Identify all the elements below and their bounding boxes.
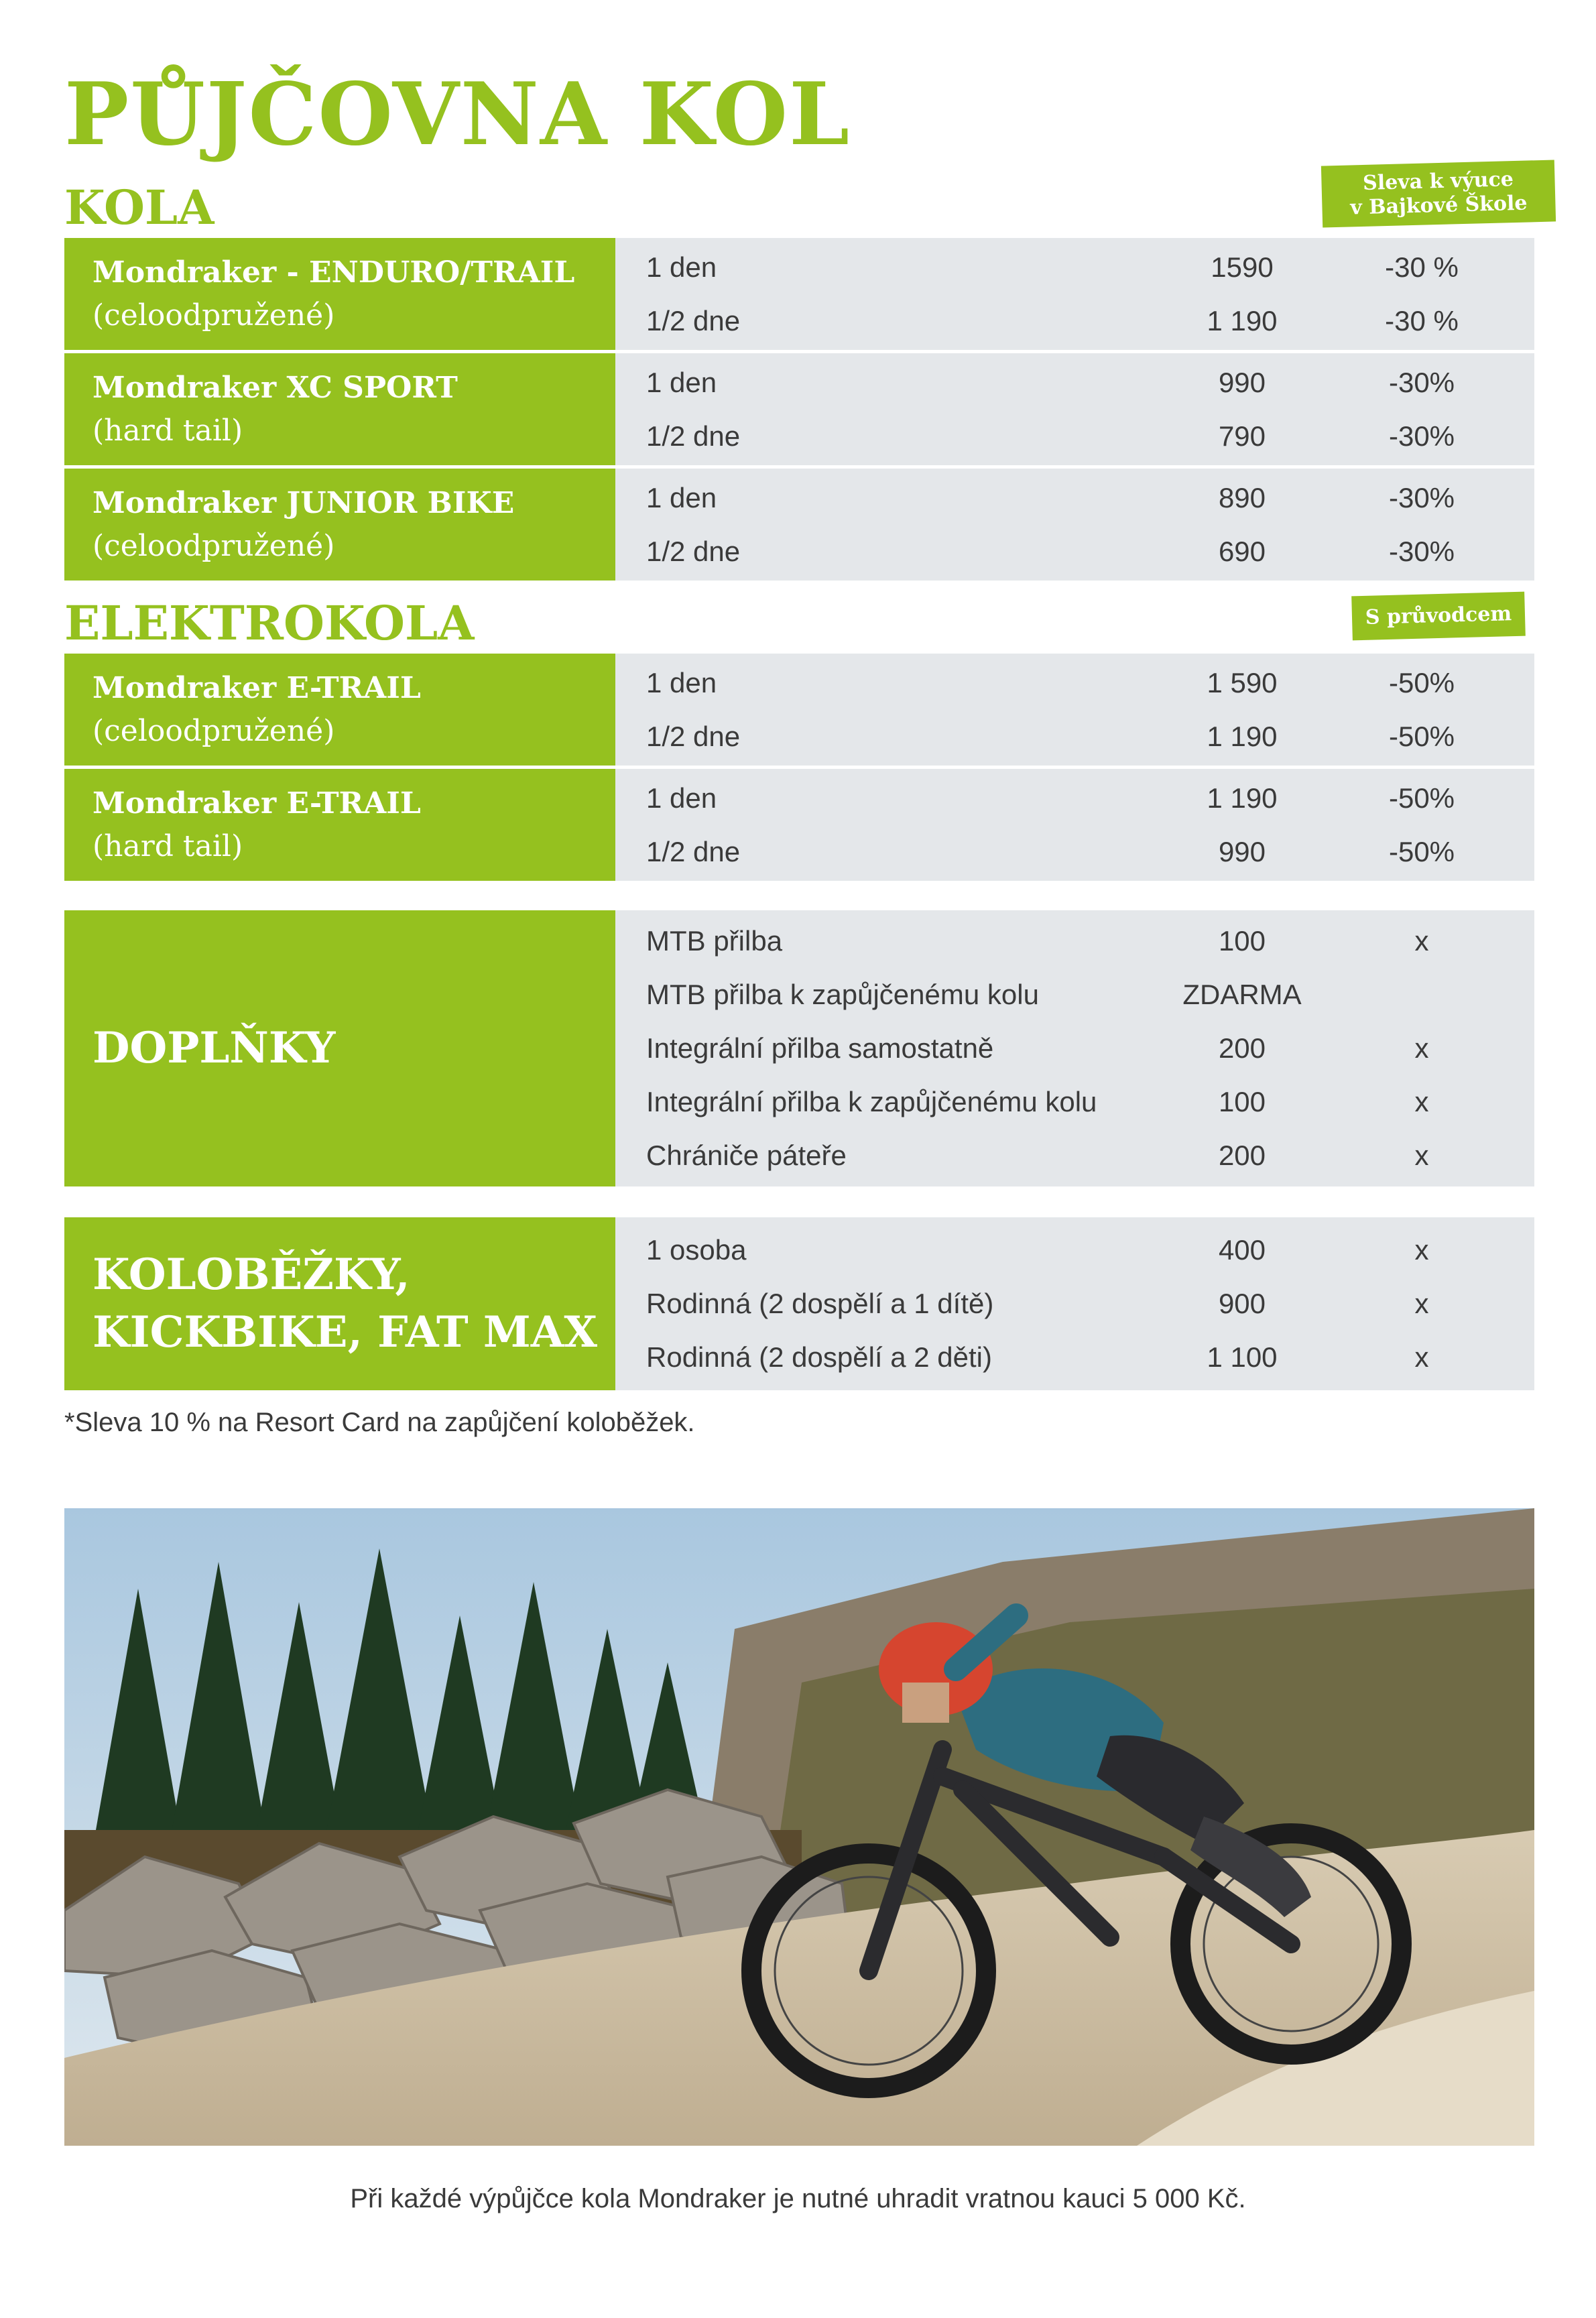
bike-type: (celoodpružené)	[93, 298, 335, 332]
price-row	[615, 294, 1534, 348]
tag-text: S průvodcem	[1365, 602, 1512, 629]
duration: 1 den	[646, 481, 717, 513]
price-row	[615, 1022, 1534, 1075]
bike-name-cell	[64, 769, 615, 881]
item: Rodinná (2 dospělí a 1 dítě)	[646, 1288, 994, 1319]
duration: 1 den	[646, 782, 717, 814]
price-block-xc-sport	[64, 353, 1534, 465]
discount: -50%	[1388, 720, 1455, 752]
bike-name: Mondraker E-TRAIL	[93, 786, 421, 820]
mountain-bike-photo	[64, 1508, 1534, 2146]
bike-name-cell	[64, 238, 615, 350]
price-block-junior	[64, 469, 1534, 581]
bike-type: (celoodpružené)	[93, 713, 335, 748]
duration: 1/2 dne	[646, 304, 741, 337]
discount-tag-guide	[1351, 592, 1526, 641]
discount: -30 %	[1385, 304, 1459, 337]
price: 1590	[1211, 251, 1274, 283]
item: Chrániče páteře	[646, 1140, 847, 1171]
price-row	[615, 525, 1534, 578]
duration: 1 den	[646, 366, 717, 398]
price-row	[615, 968, 1534, 1022]
price-block-scooters	[64, 1217, 1534, 1390]
discount: x	[1414, 1032, 1429, 1064]
discount: x	[1414, 1288, 1429, 1319]
duration: 1/2 dne	[646, 835, 741, 867]
section-heading-kola: KOLA	[64, 180, 214, 235]
discount: -30%	[1388, 420, 1455, 452]
bike-name-cell	[64, 469, 615, 581]
item: MTB přilba	[646, 925, 783, 957]
price-cell	[615, 910, 1534, 1186]
item: 1 osoba	[646, 1234, 747, 1266]
category-title-line-2: KICKBIKE, FAT MAX	[93, 1307, 598, 1357]
item: Integrální přilba samostatně	[646, 1032, 994, 1064]
price: 1 590	[1207, 666, 1278, 698]
price-cell	[615, 353, 1534, 465]
price-block-etrail-full	[64, 654, 1534, 766]
bike-name: Mondraker XC SPORT	[93, 370, 458, 405]
bike-name-cell	[64, 654, 615, 766]
discount: x	[1414, 925, 1429, 957]
bike-name-cell	[64, 353, 615, 465]
category-title: DOPLŇKY	[93, 1022, 336, 1073]
price: ZDARMA	[1182, 979, 1302, 1010]
category-cell	[64, 1217, 615, 1390]
price: 990	[1218, 366, 1266, 398]
tag-line-2: v Bajkové Škole	[1349, 191, 1528, 220]
duration: 1 den	[646, 251, 717, 283]
price: 100	[1218, 925, 1266, 957]
bike-type: (hard tail)	[93, 413, 243, 448]
price-row	[615, 825, 1534, 879]
price-row	[615, 1129, 1534, 1182]
price-row	[615, 710, 1534, 764]
duration: 1/2 dne	[646, 420, 741, 452]
duration: 1/2 dne	[646, 535, 741, 567]
price-block-etrail-hardtail	[64, 769, 1534, 881]
bike-name: Mondraker E-TRAIL	[93, 670, 421, 705]
bike-name: Mondraker - ENDURO/TRAIL	[93, 255, 575, 290]
discount: -30%	[1388, 535, 1455, 567]
price: 1 100	[1207, 1341, 1278, 1373]
item: Rodinná (2 dospělí a 2 děti)	[646, 1341, 992, 1373]
price-row	[615, 1331, 1534, 1384]
price: 400	[1218, 1234, 1266, 1266]
duration: 1 den	[646, 666, 717, 698]
price-cell	[615, 238, 1534, 350]
discount: -50%	[1388, 782, 1455, 814]
price: 990	[1218, 835, 1266, 867]
price: 790	[1218, 420, 1266, 452]
price-row	[615, 656, 1534, 710]
item: MTB přilba k zapůjčenému kolu	[646, 979, 1039, 1010]
bike-name: Mondraker JUNIOR BIKE	[93, 485, 515, 520]
discount: -30 %	[1385, 251, 1459, 283]
discount-tag-bike-school	[1321, 160, 1556, 227]
price-row	[615, 914, 1534, 968]
discount: x	[1414, 1086, 1429, 1117]
price-row	[615, 241, 1534, 294]
price-cell	[615, 1217, 1534, 1390]
bike-type: (hard tail)	[93, 829, 243, 863]
price-cell	[615, 469, 1534, 581]
bike-type: (celoodpružené)	[93, 528, 335, 563]
discount: x	[1414, 1140, 1429, 1171]
price: 890	[1218, 481, 1266, 513]
price-cell	[615, 769, 1534, 881]
item: Integrální přilba k zapůjčenému kolu	[646, 1086, 1097, 1117]
tag-line-1: Sleva k výuce	[1362, 168, 1514, 195]
discount: -50%	[1388, 666, 1455, 698]
section-heading-elektrokola: ELEKTROKOLA	[64, 595, 475, 651]
price: 100	[1218, 1086, 1266, 1117]
price-row	[615, 356, 1534, 410]
duration: 1/2 dne	[646, 720, 741, 752]
price: 690	[1218, 535, 1266, 567]
footnote: *Sleva 10 % na Resort Card na zapůjčení koloběžek.	[64, 1408, 695, 1437]
discount: -30%	[1388, 481, 1455, 513]
price-row	[615, 410, 1534, 463]
price-row	[615, 1223, 1534, 1277]
price-row	[615, 772, 1534, 825]
price-block-enduro	[64, 238, 1534, 350]
price: 1 190	[1207, 782, 1278, 814]
discount: -50%	[1388, 835, 1455, 867]
price: 200	[1218, 1140, 1266, 1171]
price-block-accessories	[64, 910, 1534, 1186]
price: 900	[1218, 1288, 1266, 1319]
price: 1 190	[1207, 720, 1278, 752]
category-cell	[64, 910, 615, 1186]
price-cell	[615, 654, 1534, 766]
deposit-notice: Při každé výpůjčce kola Mondraker je nutné uhradit vratnou kauci 5 000 Kč.	[350, 2184, 1246, 2213]
price-row	[615, 471, 1534, 525]
discount: x	[1414, 1341, 1429, 1373]
category-title-line-1: KOLOBĚŽKY,	[93, 1249, 410, 1300]
price: 200	[1218, 1032, 1266, 1064]
discount: -30%	[1388, 366, 1455, 398]
price: 1 190	[1207, 304, 1278, 337]
price-row	[615, 1075, 1534, 1129]
page-title: PŮJČOVNA KOL	[64, 64, 851, 165]
discount: x	[1414, 1234, 1429, 1266]
price-row	[615, 1277, 1534, 1331]
